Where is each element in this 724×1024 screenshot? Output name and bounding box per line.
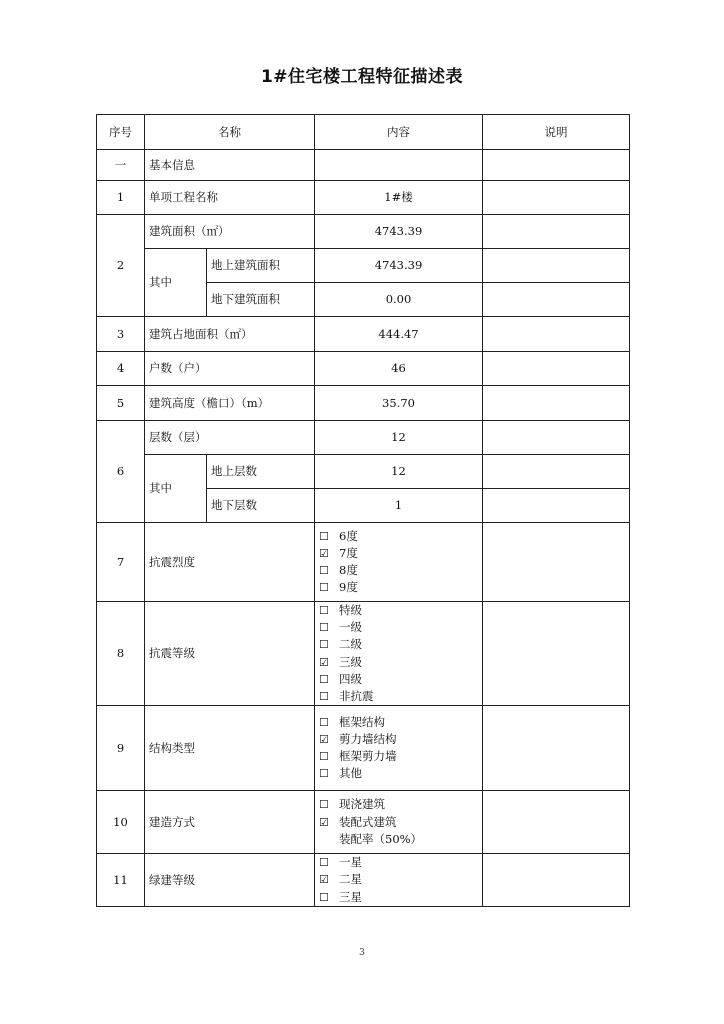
row-note <box>483 317 630 352</box>
checkbox-icon: ☐ <box>319 604 329 617</box>
checkbox-icon: ☐ <box>319 890 329 904</box>
row-content: 1#楼 <box>315 181 483 215</box>
option-item: ☑ 装配式建筑 <box>319 814 478 831</box>
option-item: ☐ 框架结构 <box>319 714 478 731</box>
page-number: 3 <box>359 948 365 958</box>
row-name: 层数（层） <box>145 421 315 455</box>
checkbox-checked-icon: ☑ <box>319 546 329 560</box>
option-list <box>315 854 483 907</box>
row-name: 单项工程名称 <box>145 181 315 215</box>
checkbox-checked-icon: ☑ <box>319 733 329 747</box>
option-list <box>315 706 483 791</box>
sub-content: 4743.39 <box>315 249 483 283</box>
table-row <box>97 791 630 854</box>
table-row <box>97 602 630 706</box>
row-seq: 6 <box>97 421 145 523</box>
option-item: ☐ 二级 <box>319 636 478 653</box>
option-item: ☐ 其他 <box>319 765 478 782</box>
checkbox-icon: ☐ <box>319 767 329 781</box>
option-item: ☑ 三级 <box>319 654 478 671</box>
row-seq: 4 <box>97 352 145 386</box>
row-name: 建筑面积（㎡） <box>145 215 315 249</box>
option-item: ☐ 6度 <box>319 528 478 545</box>
row-note <box>483 489 630 523</box>
checkbox-icon: ☐ <box>319 715 329 729</box>
row-note <box>483 181 630 215</box>
row-note <box>483 523 630 602</box>
row-note <box>483 215 630 249</box>
section-seq: 一 <box>97 150 145 181</box>
option-item: ☐ 特级 <box>319 602 478 619</box>
option-item: ☑ 二星 <box>319 871 478 888</box>
checkbox-icon: ☐ <box>319 690 329 704</box>
row-content: 444.47 <box>315 317 483 352</box>
section-content <box>315 150 483 181</box>
table-row <box>97 854 630 907</box>
row-seq: 7 <box>97 523 145 602</box>
sub-content: 1 <box>315 489 483 523</box>
checkbox-icon: ☐ <box>319 564 329 577</box>
row-name: 建筑占地面积（㎡） <box>145 317 315 352</box>
sub-name: 地上层数 <box>207 455 315 489</box>
option-item: ☐ 框架剪力墙 <box>319 748 478 765</box>
row-seq: 2 <box>97 215 145 317</box>
row-name: 抗震烈度 <box>145 523 315 602</box>
row-name: 绿建等级 <box>145 854 315 907</box>
row-name: 建筑高度（檐口）（m） <box>145 386 315 421</box>
row-seq: 11 <box>97 854 145 907</box>
row-content: 4743.39 <box>315 215 483 249</box>
checkbox-icon: ☐ <box>319 638 329 652</box>
table-row <box>97 215 630 249</box>
table-row <box>97 352 630 386</box>
row-seq: 1 <box>97 181 145 215</box>
row-name: 户数（户） <box>145 352 315 386</box>
row-note <box>483 602 630 706</box>
feature-table <box>96 114 630 907</box>
row-note <box>483 421 630 455</box>
row-seq: 5 <box>97 386 145 421</box>
option-item: ☐ 一级 <box>319 619 478 636</box>
checkbox-checked-icon: ☑ <box>319 815 329 829</box>
table-subrow <box>97 249 630 283</box>
row-content: 35.70 <box>315 386 483 421</box>
table-subrow <box>97 455 630 489</box>
row-content: 12 <box>315 421 483 455</box>
header-seq: 序号 <box>97 115 145 150</box>
header-name: 名称 <box>145 115 315 150</box>
header-note: 说明 <box>483 115 630 150</box>
checkbox-icon: ☐ <box>319 798 329 812</box>
row-note <box>483 791 630 854</box>
row-name: 抗震等级 <box>145 602 315 706</box>
sub-label: 其中 <box>145 249 207 317</box>
option-list <box>315 523 483 602</box>
option-item: ☐ 9度 <box>319 579 478 596</box>
sub-content: 12 <box>315 455 483 489</box>
checkbox-icon: ☐ <box>319 621 329 635</box>
option-list <box>315 602 483 706</box>
option-list <box>315 791 483 854</box>
section-name: 基本信息 <box>145 150 315 181</box>
checkbox-icon: ☐ <box>319 856 329 870</box>
option-item: ☐ 四级 <box>319 671 478 688</box>
section-note <box>483 150 630 181</box>
row-name: 结构类型 <box>145 706 315 791</box>
option-item: ☐ 现浇建筑 <box>319 796 478 813</box>
option-item: ☐ 一星 <box>319 854 478 871</box>
option-item: ☑ 7度 <box>319 545 478 562</box>
row-note <box>483 706 630 791</box>
header-content: 内容 <box>315 115 483 150</box>
checkbox-icon: ☐ <box>319 750 329 764</box>
table-row <box>97 421 630 455</box>
row-name: 建造方式 <box>145 791 315 854</box>
option-item: ☐ 非抗震 <box>319 688 478 705</box>
section-row-basic <box>97 150 630 181</box>
checkbox-checked-icon: ☑ <box>319 655 329 669</box>
checkbox-icon: ☐ <box>319 529 329 543</box>
document-title: 1#住宅楼工程特征描述表 <box>260 67 464 87</box>
row-note <box>483 283 630 317</box>
header-row <box>97 115 630 150</box>
checkbox-icon: ☐ <box>319 581 329 595</box>
sub-name: 地上建筑面积 <box>207 249 315 283</box>
checkbox-icon: ☐ <box>319 672 329 686</box>
table-row <box>97 317 630 352</box>
row-content: 46 <box>315 352 483 386</box>
sub-name: 地下建筑面积 <box>207 283 315 317</box>
row-seq: 9 <box>97 706 145 791</box>
table-row <box>97 523 630 602</box>
row-note <box>483 386 630 421</box>
checkbox-checked-icon: ☑ <box>319 873 329 887</box>
sub-content: 0.00 <box>315 283 483 317</box>
row-note <box>483 455 630 489</box>
option-item: ☐ 三星 <box>319 889 478 906</box>
row-seq: 10 <box>97 791 145 854</box>
option-item: ☐ 8度 <box>319 562 478 579</box>
row-seq: 3 <box>97 317 145 352</box>
row-note <box>483 249 630 283</box>
row-note <box>483 854 630 907</box>
table-row <box>97 181 630 215</box>
option-item: ☑ 剪力墙结构 <box>319 731 478 748</box>
sub-name: 地下层数 <box>207 489 315 523</box>
table-row <box>97 386 630 421</box>
assembly-rate: 装配率（50%） <box>339 831 423 846</box>
row-note <box>483 352 630 386</box>
table-row <box>97 706 630 791</box>
row-seq: 8 <box>97 602 145 706</box>
sub-label: 其中 <box>145 455 207 523</box>
